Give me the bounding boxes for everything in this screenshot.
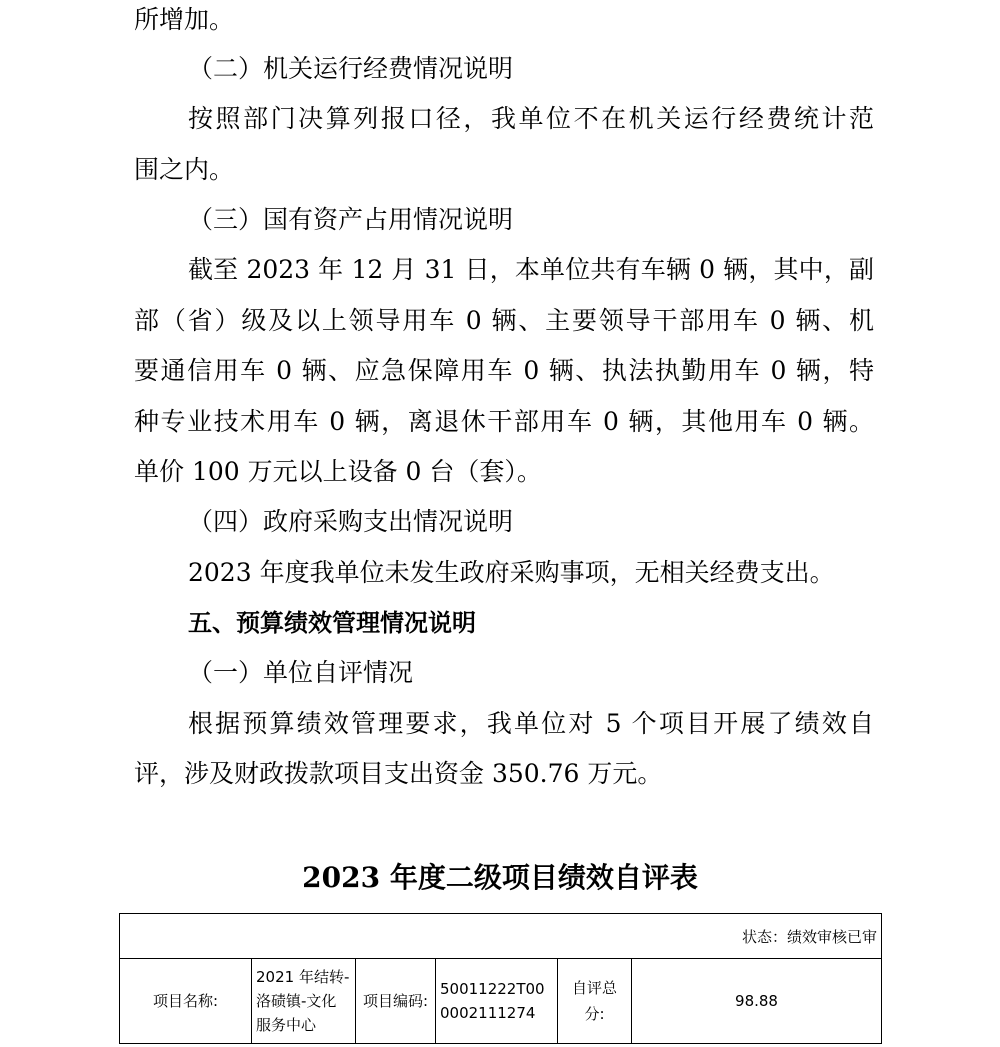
paragraph-line: 截至 2023 年 12 月 31 日，本单位共有车辆 0 辆，其中，副 <box>188 255 874 284</box>
paragraph-line: 要通信用车 0 辆、应急保障用车 0 辆、执法执勤用车 0 辆，特 <box>134 356 874 385</box>
status-cell <box>120 914 882 959</box>
project-code-value: 50011222T000002111274 <box>436 959 558 1044</box>
project-code-label: 项目编码: <box>356 959 436 1044</box>
self-score-label: 自评总分: <box>558 959 632 1044</box>
self-score-value: 98.88 <box>632 959 882 1044</box>
section-heading: （三）国有资产占用情况说明 <box>188 205 514 234</box>
paragraph-line: 所增加。 <box>134 5 235 34</box>
section-heading: （四）政府采购支出情况说明 <box>188 507 514 536</box>
project-name-label: 项目名称: <box>120 959 252 1044</box>
paragraph-line: 根据预算绩效管理要求，我单位对 5 个项目开展了绩效自 <box>188 709 874 738</box>
paragraph-line: 单价 100 万元以上设备 0 台（套）。 <box>134 457 542 486</box>
paragraph-line: 评，涉及财政拨款项目支出资金 350.76 万元。 <box>134 759 663 788</box>
self-evaluation-table <box>119 913 882 1044</box>
chapter-heading: 五、预算绩效管理情况说明 <box>188 609 476 637</box>
paragraph-line: 部（省）级及以上领导用车 0 辆、主要领导干部用车 0 辆、机 <box>134 306 874 335</box>
table-title: 2023 年度二级项目绩效自评表 <box>302 861 698 894</box>
status-text: 状态：绩效审核已审 <box>742 927 878 946</box>
project-name-value: 2021 年结转-洛碛镇-文化服务中心 <box>252 959 356 1044</box>
section-heading: （二）机关运行经费情况说明 <box>188 54 514 83</box>
section-heading: （一）单位自评情况 <box>188 658 414 687</box>
paragraph-line: 2023 年度我单位未发生政府采购事项，无相关经费支出。 <box>188 558 835 587</box>
paragraph-line: 围之内。 <box>134 155 235 184</box>
paragraph-line: 种专业技术用车 0 辆，离退休干部用车 0 辆，其他用车 0 辆。 <box>134 407 874 436</box>
paragraph-line: 按照部门决算列报口径，我单位不在机关运行经费统计范 <box>188 104 874 133</box>
